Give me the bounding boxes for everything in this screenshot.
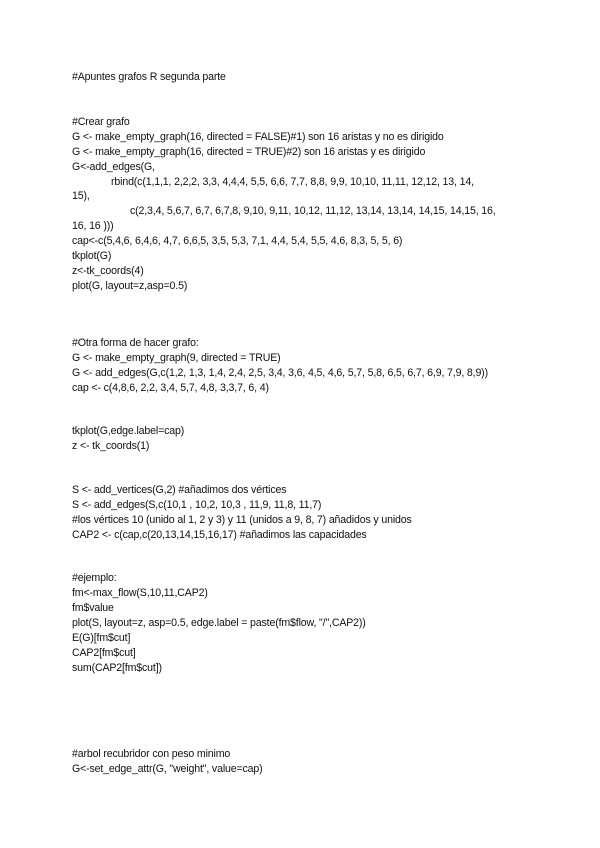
code-line: fm$value bbox=[72, 602, 114, 614]
code-line: cap<-c(5,4,6, 6,4,6, 4,7, 6,6,5, 3,5, 5,3, 7,1, 4,4, 5,4, 5,5, 4,6, 8,3, 5, 5, 6) bbox=[72, 235, 403, 247]
comment-arbol: #arbol recubridor con peso minimo bbox=[72, 748, 231, 760]
code-line: 15), bbox=[72, 190, 90, 202]
code-line: G <- make_empty_graph(9, directed = TRUE) bbox=[72, 352, 281, 364]
code-line: sum(CAP2[fm$cut]) bbox=[72, 662, 162, 674]
document-title: #Apuntes grafos R segunda parte bbox=[72, 71, 226, 83]
code-line: S <- add_vertices(G,2) #añadimos dos vértices bbox=[72, 484, 287, 496]
comment-otra-forma: #Otra forma de hacer grafo: bbox=[72, 337, 199, 349]
code-line: E(G)[fm$cut] bbox=[72, 632, 131, 644]
code-line: z<-tk_coords(4) bbox=[72, 265, 144, 277]
code-line: G <- add_edges(G,c(1,2, 1,3, 1,4, 2,4, 2,5, 3,4, 3,6, 4,5, 4,6, 5,7, 5,8, 6,5, 6,7, 6,9, 7,9, 8,9)) bbox=[72, 367, 488, 379]
code-line: tkplot(G,edge.label=cap) bbox=[72, 425, 185, 437]
code-line: c(2,3,4, 5,6,7, 6,7, 6,7,8, 9,10, 9,11, 10,12, 11,12, 13,14, 13,14, 14,15, 14,15, 16, bbox=[130, 205, 496, 217]
code-line: fm<-max_flow(S,10,11,CAP2) bbox=[72, 587, 208, 599]
code-line: plot(G, layout=z,asp=0.5) bbox=[72, 280, 188, 292]
code-line: G<-set_edge_attr(G, "weight", value=cap) bbox=[72, 763, 263, 775]
code-line: G<-add_edges(G, bbox=[72, 161, 155, 173]
code-line: CAP2 <- c(cap,c(20,13,14,15,16,17) #añadimos las capacidades bbox=[72, 529, 367, 541]
comment-ejemplo: #ejemplo: bbox=[72, 572, 117, 584]
code-line: tkplot(G) bbox=[72, 250, 112, 262]
code-line: 16, 16 ))) bbox=[72, 220, 114, 232]
code-line: plot(S, layout=z, asp=0.5, edge.label = paste(fm$flow, "/",CAP2)) bbox=[72, 617, 366, 629]
code-line: cap <- c(4,8,6, 2,2, 3,4, 5,7, 4,8, 3,3,7, 6, 4) bbox=[72, 382, 269, 394]
comment-line: #los vértices 10 (unido al 1, 2 y 3) y 11 (unidos a 9, 8, 7) añadidos y unidos bbox=[72, 514, 412, 526]
code-line: z <- tk_coords(1) bbox=[72, 440, 150, 452]
code-line: G <- make_empty_graph(16, directed = TRUE)#2) son 16 aristas y es dirigido bbox=[72, 146, 426, 158]
code-line: G <- make_empty_graph(16, directed = FALSE)#1) son 16 aristas y no es dirigido bbox=[72, 131, 444, 143]
code-line: rbind(c(1,1,1, 2,2,2, 3,3, 4,4,4, 5,5, 6,6, 7,7, 8,8, 9,9, 10,10, 11,11, 12,12, 13, 14, bbox=[111, 176, 474, 188]
code-line: CAP2[fm$cut] bbox=[72, 647, 136, 659]
comment-crear-grafo: #Crear grafo bbox=[72, 116, 130, 128]
code-line: S <- add_edges(S,c(10,1 , 10,2, 10,3 , 11,9, 11,8, 11,7) bbox=[72, 499, 322, 511]
